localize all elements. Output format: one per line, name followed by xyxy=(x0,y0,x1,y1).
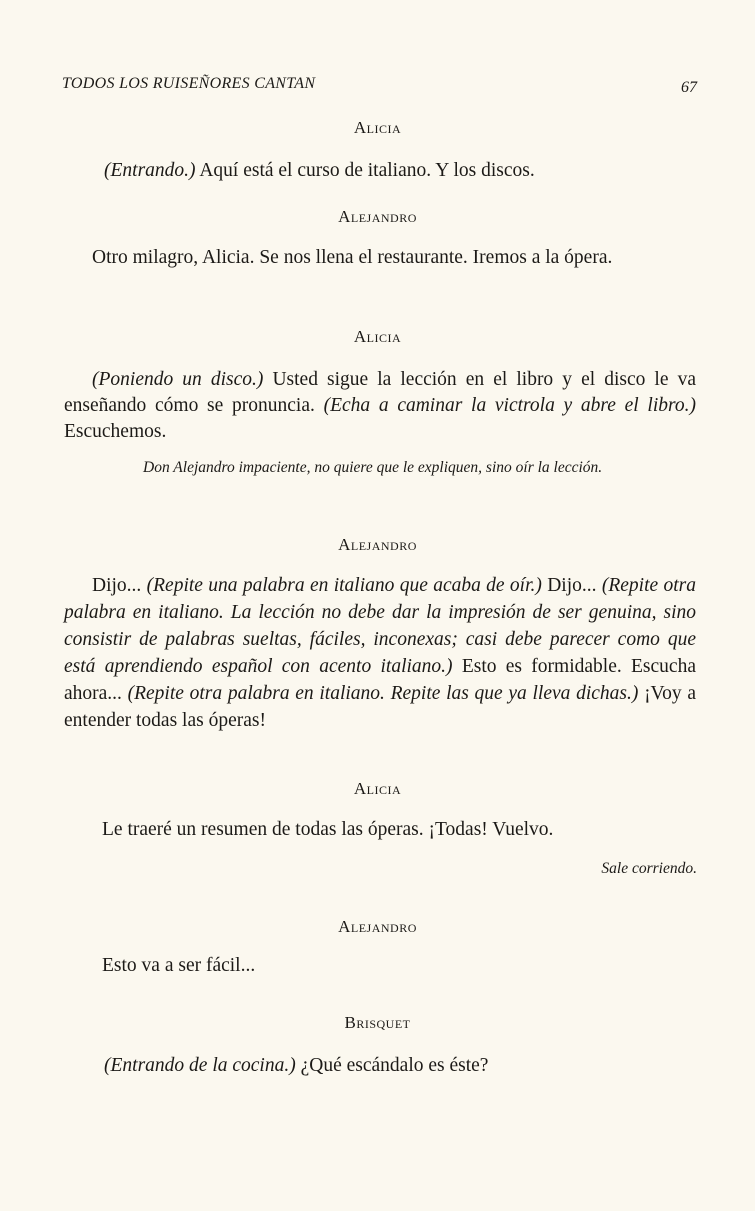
dialogue-text: Le traeré un resumen de todas las óperas. ¡Todas! Vuelvo. xyxy=(102,819,554,840)
speaker-name: Alejandro xyxy=(338,535,417,554)
speaker-name: Alicia xyxy=(353,118,402,137)
dialogue-text: Esto va a ser fácil... xyxy=(102,955,256,976)
page-number: 67 xyxy=(681,79,697,96)
dialogue-line xyxy=(64,367,696,445)
speaker-name: Brisquet xyxy=(344,1013,411,1032)
dialogue-line xyxy=(104,1053,696,1079)
stage-direction: (Echa a caminar la victrola y abre el libro.) xyxy=(323,395,697,416)
stage-direction: (Repite otra palabra en italiano. Repite las que ya lleva dichas.) xyxy=(127,683,639,704)
dialogue-text: Dijo... xyxy=(541,575,602,596)
page-header xyxy=(62,75,697,101)
dialogue-text: ¡Voy a entender todas las óperas! xyxy=(64,683,696,731)
stage-direction-block: Don Alejandro impaciente, no quiere que le expliquen, sino oír la lección. xyxy=(143,459,603,476)
speaker-name: Alicia xyxy=(353,779,402,798)
dialogue-text: Otro milagro, Alicia. Se nos llena el restaurante. Iremos a la ópera. xyxy=(92,247,613,268)
speaker-name: Alejandro xyxy=(338,917,417,936)
dialogue-text: Aquí está el curso de italiano. Y los discos. xyxy=(195,160,535,181)
stage-direction: (Poniendo un disco.) xyxy=(92,369,264,390)
stage-direction: (Repite una palabra en italiano que acaba de oír.) xyxy=(146,575,542,596)
stage-direction: (Entrando.) xyxy=(104,160,196,181)
dialogue-line xyxy=(64,572,696,734)
dialogue-text: Esto es formidable. Escucha ahora... xyxy=(64,656,696,704)
dialogue-text: Dijo... xyxy=(92,575,147,596)
dialogue-line xyxy=(104,158,696,184)
dialogue-text: ¿Qué escándalo es éste? xyxy=(295,1055,489,1076)
stage-direction: (Repite otra palabra en italiano. La lección no debe dar la impresión de ser genuina, sino consistir de palabras sueltas, fáciles, inconexas; casi debe parecer como que está aprendiendo español con acento italiano.) xyxy=(64,575,697,677)
running-title: TODOS LOS RUISEÑORES CANTAN xyxy=(62,75,316,92)
speaker-name: Alejandro xyxy=(338,207,417,226)
dialogue-line xyxy=(102,817,696,843)
stage-direction: (Entrando de la cocina.) xyxy=(104,1055,296,1076)
speaker-name: Alicia xyxy=(353,327,402,346)
dialogue-line xyxy=(64,245,696,271)
dialogue-text: Usted sigue la lección en el libro y el disco le va enseñando cómo se pronuncia. xyxy=(64,369,696,416)
dialogue-text: Escuchemos. xyxy=(64,421,167,442)
stage-direction-exit: Sale corriendo. xyxy=(601,860,697,877)
